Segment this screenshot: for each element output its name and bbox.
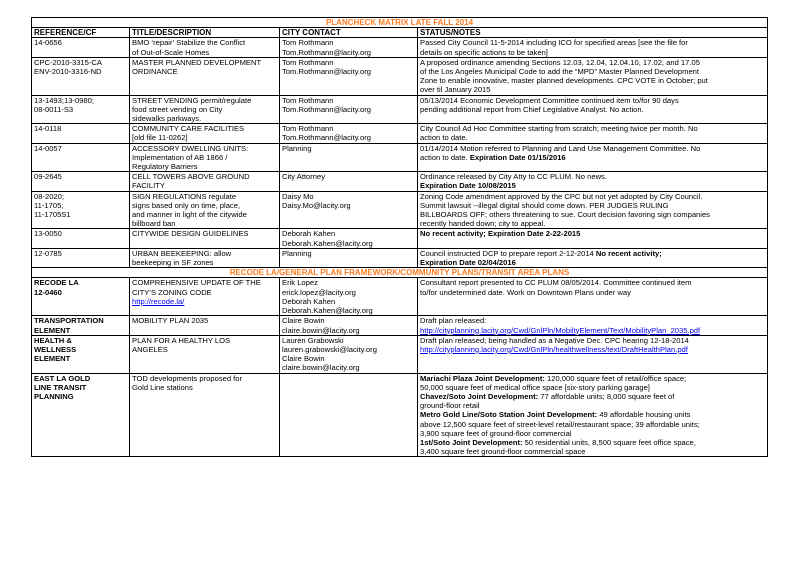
project-name: Mariachi Plaza Joint Development:: [420, 373, 545, 383]
table-row: [32, 278, 768, 316]
contact-cell: [280, 316, 418, 335]
status-cell: [418, 278, 768, 316]
title-text: STREET VENDING permit/regulate: [132, 95, 252, 105]
title-text: MASTER PLANNED DEVELOPMENT: [132, 57, 262, 67]
status-cell: [418, 373, 768, 457]
status-text: Zoning Code amendment approved by the CPC but not yet adopted by City Council.: [420, 191, 703, 201]
contact-name: Lauren Grabowski: [282, 335, 344, 345]
status-text: Consultant report presented to CC PLUM 08/05/2014. Committee continued item: [420, 278, 692, 288]
banner-row: [32, 18, 768, 28]
contact-cell: [280, 124, 418, 143]
contact-name: Claire Bowin: [282, 354, 325, 364]
title-text: food street vending on City: [132, 104, 223, 114]
title-text: and manner in light of the citywide: [132, 210, 247, 220]
status-text: over til January 2015: [420, 85, 491, 95]
reference-text: EAST LA GOLD: [34, 373, 91, 383]
title-cell: [130, 278, 280, 316]
status-text: 01/14/2014 Motion referred to Planning and Land Use Management Committee. No: [420, 143, 701, 153]
plancheck-matrix-table: [31, 17, 768, 457]
contact-name: Planning: [282, 248, 312, 258]
table-row: [32, 95, 768, 124]
status-text: recently handed down; city to appeal.: [420, 219, 546, 229]
title-text: CELL TOWERS ABOVE GROUND: [132, 172, 250, 182]
matrix-title: PLANCHECK MATRIX LATE FALL 2014: [32, 18, 768, 28]
title-text: URBAN BEEKEEPING: allow: [132, 248, 232, 258]
status-text: 50,000 square feet of medical office space [six-story parking garage]: [420, 382, 650, 392]
contact-name: Erik Lopez: [282, 278, 318, 288]
title-cell: [130, 248, 280, 267]
reference-cell: [32, 143, 130, 172]
contact-email[interactable]: Tom.Rothmann@lacity.org: [282, 133, 372, 143]
status-text: of the Los Angeles Municipal Code to add the “MPD” Master Planned Development: [420, 67, 700, 77]
status-cell: [418, 248, 768, 267]
table-row: [32, 316, 768, 335]
reference-text: 12-0785: [34, 248, 62, 258]
reference-cell: [32, 191, 130, 229]
header-contact: CITY CONTACT: [280, 28, 418, 38]
reference-cell: [32, 316, 130, 335]
contact-cell: [280, 38, 418, 57]
contact-email[interactable]: Tom.Rothmann@lacity.org: [282, 104, 372, 114]
contact-name: Claire Bowin: [282, 316, 325, 326]
contact-name: Tom Rothmann: [282, 57, 334, 67]
reference-cell: [32, 248, 130, 267]
contact-email[interactable]: Deborah.Kahen@lacity.org: [282, 306, 373, 316]
title-text: BMO ‘repair’ Stabilize the Conflict: [132, 38, 246, 48]
status-cell: [418, 38, 768, 57]
title-text: ACCESSORY DWELLING UNITS:: [132, 143, 249, 153]
contact-cell: [280, 143, 418, 172]
reference-cell: [32, 172, 130, 191]
title-text: sidewalks parkways.: [132, 114, 202, 124]
title-text: CITY’S ZONING CODE: [132, 287, 212, 297]
header-status: STATUS/NOTES: [418, 28, 768, 38]
contact-cell: [280, 248, 418, 267]
contact-cell: [280, 191, 418, 229]
reference-cell: [32, 95, 130, 124]
expiration-date: Expiration Date 02/04/2016: [420, 258, 516, 268]
status-text: 3,400 square feet ground-floor commercial space: [420, 447, 586, 457]
title-text: Regulatory Barriers: [132, 162, 198, 172]
reference-text: 14-0057: [34, 143, 62, 153]
reference-text: TRANSPORTATION: [34, 316, 104, 326]
status-text: Metro Gold Line/Soto Station Joint Development: 49 affordable housing units: [420, 410, 691, 420]
title-cell: [130, 143, 280, 172]
status-text: Draft plan released:: [420, 316, 487, 326]
status-cell: [418, 95, 768, 124]
contact-cell: [280, 335, 418, 373]
contact-cell: [280, 373, 418, 457]
title-text: ANGELES: [132, 344, 168, 354]
contact-name: Deborah Kahen: [282, 229, 336, 239]
contact-name: Deborah Kahen: [282, 296, 336, 306]
reference-text: ELEMENT: [34, 325, 71, 335]
reference-text: WELLNESS: [34, 344, 77, 354]
status-text: 05/13/2014 Economic Development Committee continued item to/for 90 days: [420, 95, 679, 105]
status-text: details on specific actions to be taken]: [420, 47, 548, 57]
title-text: [old file 11-0262]: [132, 133, 188, 143]
status-cell: [418, 124, 768, 143]
status-text: pending additional report from Chief Legislative Analyst. No action.: [420, 104, 644, 114]
contact-cell: [280, 278, 418, 316]
reference-text: ENV-2010-3316-ND: [34, 67, 102, 77]
contact-email[interactable]: Tom.Rothmann@lacity.org: [282, 47, 372, 57]
status-text: Passed City Council 11-5-2014 including ICO for specified areas [see the file for: [420, 38, 688, 48]
title-cell: [130, 373, 280, 457]
table-row: [32, 373, 768, 457]
title-text: beekeeping in SF zones: [132, 258, 214, 268]
section-banner: RECODE LA/GENERAL PLAN FRAMEWORK/COMMUNITY PLANS/TRANSIT AREA PLANS: [32, 268, 768, 278]
status-text: BILLBOARDS OFF; others threatening to sue. Court decision favoring sign companies: [420, 210, 710, 220]
title-cell: [130, 316, 280, 335]
title-cell: [130, 335, 280, 373]
status-text: Zone to enable innovative, master planned developments. CPC VOTE in October; put: [420, 76, 708, 86]
status-emphasis: No recent activity;: [595, 248, 662, 258]
expiration-date: Expiration Date 10/08/2015: [420, 181, 516, 191]
header-title: TITLE/DESCRIPTION: [130, 28, 280, 38]
contact-name: Planning: [282, 143, 312, 153]
title-text: SIGN REGULATIONS regulate: [132, 191, 237, 201]
title-text: FACILITY: [132, 181, 165, 191]
contact-name: Tom Rothmann: [282, 38, 334, 48]
contact-cell: [280, 229, 418, 248]
project-name: Chavez/Soto Joint Development:: [420, 391, 539, 401]
title-cell: [130, 172, 280, 191]
reference-text: LINE TRANSIT: [34, 382, 87, 392]
reference-text: HEALTH &: [34, 335, 72, 345]
recode-link[interactable]: http://recode.la/: [132, 296, 185, 306]
section-banner-row: [32, 268, 768, 278]
expiration-date: No recent activity; Expiration Date 2-22-2015: [420, 229, 581, 239]
status-cell: [418, 335, 768, 373]
expiration-date: Expiration Date 01/15/2016: [469, 152, 566, 162]
reference-text: RECODE LA: [34, 278, 79, 288]
reference-text: PLANNING: [34, 391, 74, 401]
status-text: action to date. Expiration Date 01/15/2016: [420, 152, 566, 162]
status-text: A proposed ordinance amending Sections 12.03, 12.04, 12.04.10, 17.02, and 17.05: [420, 57, 700, 67]
contact-email[interactable]: Deborah.Kahen@lacity.org: [282, 238, 373, 248]
status-text: 1st/Soto Joint Development: 50 residential units, 8,500 square feet office space,: [420, 437, 696, 447]
table-row: [32, 38, 768, 57]
status-text: Council instructed DCP to prepare report 2-12-2014 No recent activity;: [420, 248, 662, 258]
title-text: Gold Line stations: [132, 382, 193, 392]
title-text: COMPREHENSIVE UPDATE OF THE: [132, 278, 261, 288]
plan-link[interactable]: http://cityplanning.lacity.org/Cwd/GnlPln/healthwellness/text/DraftHealthPlan.pdf: [420, 344, 688, 354]
status-text: Draft plan released; being handled as a Negative Dec. CPC hearing 12-18-2014: [420, 335, 689, 345]
table-row: [32, 248, 768, 267]
status-text: Chavez/Soto Joint Development: 77 affordable units; 8,000 square feet of: [420, 391, 675, 401]
status-text: action to date.: [420, 133, 468, 143]
contact-name: Daisy Mo: [282, 191, 314, 201]
status-cell: [418, 57, 768, 95]
table-row: [32, 229, 768, 248]
header-reference: REFERENCE/CF: [32, 28, 130, 38]
status-text: to/for undetermined date. Work on Downtown Plans under way: [420, 287, 631, 297]
table-row: [32, 124, 768, 143]
status-text: ground-floor retail: [420, 401, 480, 411]
contact-email[interactable]: Tom.Rothmann@lacity.org: [282, 67, 372, 77]
title-cell: [130, 124, 280, 143]
contact-name: Tom Rothmann: [282, 95, 334, 105]
status-cell: [418, 316, 768, 335]
reference-cell: [32, 38, 130, 57]
reference-text: 11-1705S1: [34, 210, 71, 220]
reference-text: 09-2645: [34, 172, 62, 182]
title-text: Implementation of AB 1866 /: [132, 152, 228, 162]
status-text: City Council Ad Hoc Committee starting from scratch; meeting twice per month. No: [420, 124, 698, 134]
contact-email[interactable]: claire.bowin@lacity.org: [282, 325, 360, 335]
reference-cell: [32, 229, 130, 248]
title-cell: [130, 191, 280, 229]
title-text: signs based only on time, place,: [132, 200, 241, 210]
status-cell: [418, 143, 768, 172]
reference-text: 08-0011-S3: [34, 104, 74, 114]
reference-cell: [32, 278, 130, 316]
status-text: Mariachi Plaza Joint Development: 120,000 square feet of retail/office space;: [420, 373, 687, 383]
header-row: [32, 28, 768, 38]
title-text: COMMUNITY CARE FACILITIES: [132, 124, 245, 134]
contact-email[interactable]: Daisy.Mo@lacity.org: [282, 200, 351, 210]
status-cell: [418, 229, 768, 248]
title-cell: [130, 38, 280, 57]
title-cell: [130, 229, 280, 248]
reference-cell: [32, 335, 130, 373]
reference-cell: [32, 124, 130, 143]
status-cell: [418, 172, 768, 191]
status-text: 3,900 square feet of ground-floor commercial: [420, 428, 572, 438]
reference-cell: [32, 57, 130, 95]
status-text: Ordinance released by City Atty to CC PLUM. No news.: [420, 172, 607, 182]
reference-text: 12-0460: [34, 287, 62, 297]
title-text: of Out-of-Scale Homes: [132, 47, 210, 57]
contact-name: Tom Rothmann: [282, 124, 334, 134]
table-row: [32, 143, 768, 172]
title-text: PLAN FOR A HEALTHY LOS: [132, 335, 231, 345]
contact-cell: [280, 172, 418, 191]
contact-cell: [280, 57, 418, 95]
contact-email[interactable]: erick.lopez@lacity.org: [282, 287, 356, 297]
reference-text: 14-0118: [34, 124, 62, 134]
contact-email[interactable]: claire.bowin@lacity.org: [282, 363, 360, 373]
table-row: [32, 191, 768, 229]
project-name: 1st/Soto Joint Development:: [420, 437, 523, 447]
contact-email[interactable]: lauren.grabowski@lacity.org: [282, 344, 377, 354]
title-cell: [130, 95, 280, 124]
plan-link[interactable]: http://cityplanning.lacity.org/Cwd/GnlPln/MobiltyElement/Text/MobilityPlan_2035.pdf: [420, 325, 701, 335]
title-text: MOBILITY PLAN 2035: [132, 316, 209, 326]
contact-cell: [280, 95, 418, 124]
title-text: TOD developments proposed for: [132, 373, 243, 383]
table-row: [32, 57, 768, 95]
table-row: [32, 172, 768, 191]
title-text: billboard ban: [132, 219, 176, 229]
status-text: above 12,500 square feet of street-level retail/restaurant space; 39 affordable units;: [420, 419, 700, 429]
reference-text: CPC-2010-3315-CA: [34, 57, 102, 67]
reference-text: 11-1705;: [34, 200, 64, 210]
project-name: Metro Gold Line/Soto Station Joint Development:: [420, 410, 598, 420]
title-text: CITYWIDE DESIGN GUIDELINES: [132, 229, 249, 239]
reference-text: 13-0050: [34, 229, 62, 239]
reference-text: 14-0656: [34, 38, 62, 48]
reference-text: 13-1493;13-0980;: [34, 95, 94, 105]
reference-cell: [32, 373, 130, 457]
contact-name: City Attorney: [282, 172, 326, 182]
reference-text: ELEMENT: [34, 354, 71, 364]
title-text: ORDINANCE: [132, 67, 178, 77]
table-row: [32, 335, 768, 373]
title-cell: [130, 57, 280, 95]
status-text: Summit lawsuit --illegal digital should come down. PER JUDGES RULING: [420, 200, 669, 210]
status-cell: [418, 191, 768, 229]
reference-text: 08-2020;: [34, 191, 64, 201]
